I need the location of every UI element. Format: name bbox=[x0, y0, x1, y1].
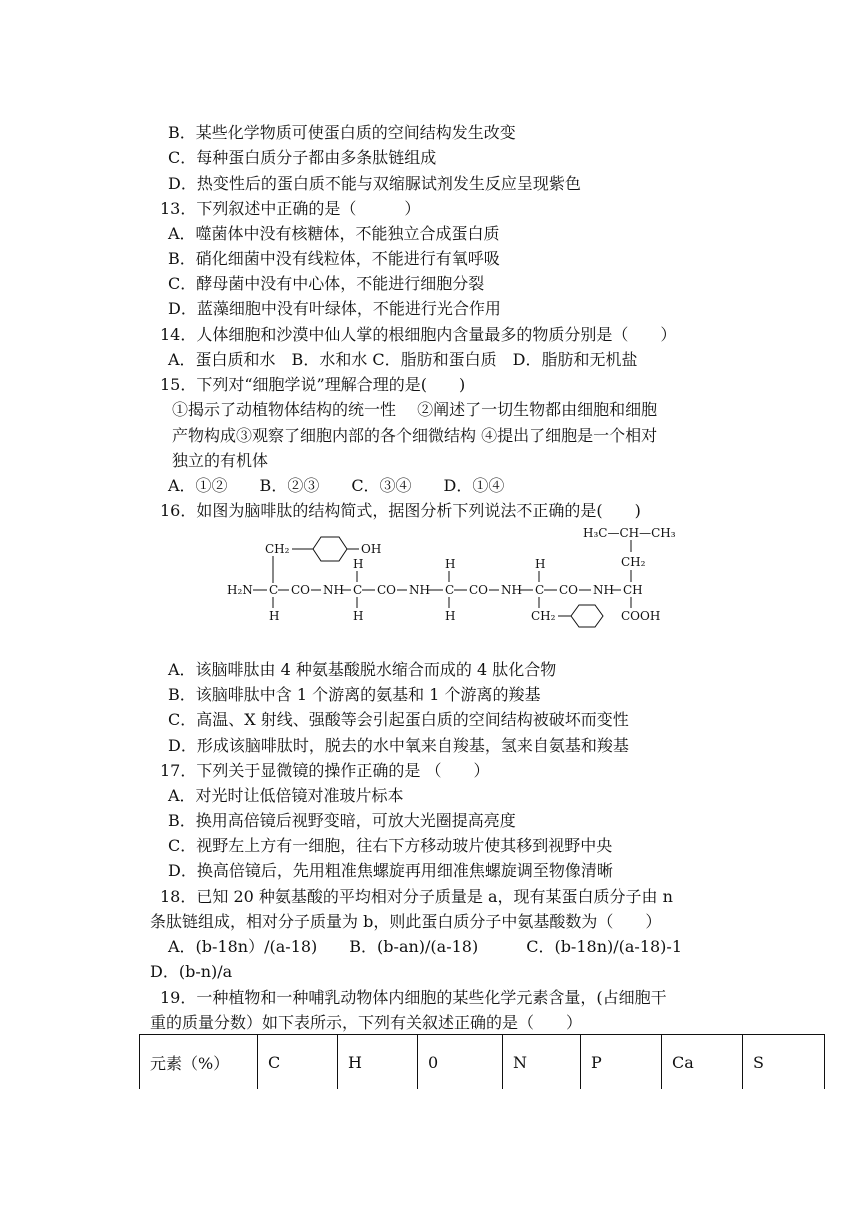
c1: C bbox=[269, 583, 279, 597]
question-18-line-2: 条肽链组成，相对分子质量为 b，则此蛋白质分子中氨基酸数为（ ） bbox=[150, 912, 662, 931]
nh4: NH bbox=[593, 583, 614, 597]
option-16a: A．该脑啡肽由 4 种氨基酸脱水缩合而成的 4 肽化合物 bbox=[168, 660, 557, 679]
h-c2-bottom: H bbox=[353, 609, 364, 623]
options-18-abc: A．(b-18n）/(a-18) B．(b-an)/(a-18) C．(b-18n)/(a-18)-1 bbox=[168, 937, 683, 956]
table-cell: N bbox=[503, 1035, 581, 1090]
option-13c: C．酵母菌中没有中心体，不能进行细胞分裂 bbox=[168, 274, 485, 293]
question-19-line-1: 19．一种植物和一种哺乳动物体内细胞的某些化学元素含量，(占细胞干 bbox=[160, 988, 667, 1007]
options-14: A．蛋白质和水 B．水和水 C．脂肪和蛋白质 D．脂肪和无机盐 bbox=[168, 350, 638, 369]
table-cell: Ca bbox=[662, 1035, 743, 1090]
leu-ch2: CH₂ bbox=[621, 555, 646, 569]
co1: CO bbox=[291, 583, 311, 597]
co4: CO bbox=[559, 583, 579, 597]
option-12d: D．热变性后的蛋白质不能与双缩脲试剂发生反应呈现紫色 bbox=[168, 174, 581, 193]
carboxyl-terminus: COOH bbox=[621, 609, 661, 623]
c2: C bbox=[353, 583, 363, 597]
option-17c: C．视野左上方有一细胞，往右下方移动玻片使其移到视野中央 bbox=[168, 836, 613, 855]
table-cell: 0 bbox=[418, 1035, 503, 1090]
option-17a: A．对光时让低倍镜对准玻片标本 bbox=[168, 786, 404, 805]
nh2: NH bbox=[409, 583, 430, 597]
option-13b: B．硝化细菌中没有线粒体，不能进行有氧呼吸 bbox=[168, 249, 500, 268]
tyr-oh: OH bbox=[361, 542, 382, 556]
phe-ch2: CH₂ bbox=[531, 609, 556, 623]
question-14: 14．人体细胞和沙漠中仙人掌的根细胞内含量最多的物质分别是（ ） bbox=[160, 325, 677, 344]
phe-benzene-ring bbox=[571, 605, 603, 627]
co3: CO bbox=[469, 583, 489, 597]
ch5: CH bbox=[623, 583, 643, 597]
h-c4-top: H bbox=[535, 557, 546, 571]
option-13d: D．蓝藻细胞中没有叶绿体，不能进行光合作用 bbox=[168, 299, 501, 318]
enkephalin-structure-diagram bbox=[225, 526, 705, 630]
h-c3-bottom: H bbox=[445, 609, 456, 623]
amino-terminus: H₂N bbox=[227, 583, 253, 597]
leu-branch: H₃C—CH—CH₃ bbox=[583, 526, 676, 540]
option-18d: D．(b-n)/a bbox=[150, 962, 233, 981]
table-cell: C bbox=[258, 1035, 338, 1090]
option-12c: C．每种蛋白质分子都由多条肽链组成 bbox=[168, 148, 437, 167]
h-c1-bottom: H bbox=[269, 609, 280, 623]
tyr-ch2: CH₂ bbox=[265, 542, 290, 556]
question-16: 16．如图为脑啡肽的结构简式，据图分析下列说法不正确的是( ) bbox=[160, 501, 641, 520]
option-12b: B．某些化学物质可使蛋白质的空间结构发生改变 bbox=[168, 123, 516, 142]
table-cell: S bbox=[743, 1035, 825, 1090]
question-18-line-1: 18．已知 20 种氨基酸的平均相对分子质量是 a，现有某蛋白质分子由 n bbox=[160, 887, 673, 906]
question-13: 13．下列叙述中正确的是（ ） bbox=[160, 199, 421, 218]
c4: C bbox=[535, 583, 545, 597]
option-16b: B．该脑啡肽中含 1 个游离的氨基和 1 个游离的羧基 bbox=[168, 685, 541, 704]
option-16d: D．形成该脑啡肽时，脱去的水中氧来自羧基，氢来自氨基和羧基 bbox=[168, 736, 629, 755]
c3: C bbox=[445, 583, 455, 597]
table-row bbox=[140, 1035, 825, 1090]
option-16c: C．高温、X 射线、强酸等会引起蛋白质的空间结构被破坏而变性 bbox=[168, 710, 629, 729]
element-content-table bbox=[139, 1034, 825, 1089]
question-17: 17．下列关于显微镜的操作正确的是 （ ） bbox=[160, 761, 490, 780]
question-15-statements-3: 独立的有机体 bbox=[172, 451, 269, 470]
nh1: NH bbox=[323, 583, 344, 597]
option-17d: D．换高倍镜后，先用粗准焦螺旋再用细准焦螺旋调至物像清晰 bbox=[168, 861, 613, 880]
question-15-statements-2: 产物构成③观察了细胞内部的各个细微结构 ④提出了细胞是一个相对 bbox=[172, 426, 658, 445]
co2: CO bbox=[377, 583, 397, 597]
question-19-line-2: 重的质量分数）如下表所示，下列有关叙述正确的是（ ） bbox=[150, 1013, 583, 1032]
table-header-cell: 元素（%） bbox=[140, 1035, 258, 1090]
tyr-benzene-ring bbox=[313, 537, 347, 561]
table-cell: P bbox=[581, 1035, 662, 1090]
option-17b: B．换用高倍镜后视野变暗，可放大光圈提高亮度 bbox=[168, 811, 516, 830]
table-cell: H bbox=[338, 1035, 418, 1090]
nh3: NH bbox=[501, 583, 522, 597]
h-c2-top: H bbox=[353, 557, 364, 571]
question-15-statements-1: ①揭示了动植物体结构的统一性 ②阐述了一切生物都由细胞和细胞 bbox=[172, 400, 658, 419]
question-15: 15．下列对“细胞学说”理解合理的是( ) bbox=[160, 375, 466, 394]
option-13a: A．噬菌体中没有核糖体，不能独立合成蛋白质 bbox=[168, 224, 500, 243]
h-c3-top: H bbox=[445, 557, 456, 571]
options-15: A．①② B．②③ C．③④ D．①④ bbox=[168, 476, 505, 495]
